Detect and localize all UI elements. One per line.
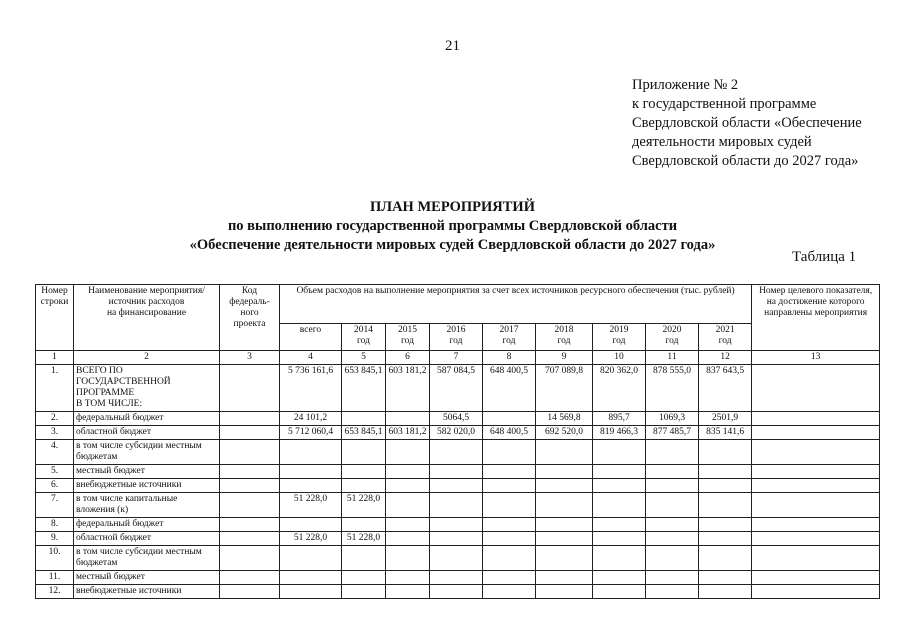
row-value-cell: [536, 493, 593, 518]
row-name-cell: [74, 585, 220, 599]
row-value-cell: [342, 440, 386, 465]
appendix-line: к государственной программе: [632, 96, 817, 112]
row-value-cell: [430, 571, 483, 585]
row-value-cell: 5064,5: [430, 412, 483, 426]
row-value-cell: [430, 465, 483, 479]
table-row: [36, 532, 880, 546]
row-name-text: местный бюджет: [76, 572, 145, 582]
row-value-cell: [593, 546, 646, 571]
column-number: 12: [699, 351, 752, 365]
row-value-cell: [646, 465, 699, 479]
row-name-subtext: В ТОМ ЧИСЛЕ:: [76, 399, 143, 409]
row-value-cell: [483, 546, 536, 571]
row-number-cell: 5.: [36, 465, 74, 479]
row-code-cell: [220, 493, 280, 518]
appendix-line: деятельности мировых судей: [632, 134, 812, 150]
header-year: 2015 год: [386, 324, 430, 351]
row-code-cell: [220, 365, 280, 412]
row-name-text: областной бюджет: [76, 427, 152, 437]
row-code-cell: [220, 426, 280, 440]
row-value-cell: 820 362,0: [593, 365, 646, 412]
row-value-cell: [699, 518, 752, 532]
row-value-cell: [646, 546, 699, 571]
table-row: [36, 465, 880, 479]
row-total-cell: 24 101,2: [280, 412, 342, 426]
title-line: «Обеспечение деятельности мировых судей Свердловской области до 2027 года»: [189, 237, 716, 253]
row-name-cell: [74, 479, 220, 493]
row-value-cell: [386, 546, 430, 571]
row-value-cell: [483, 493, 536, 518]
header-code-line: федераль-: [229, 297, 270, 307]
row-value-cell: 653 845,1: [342, 365, 386, 412]
row-value-cell: [593, 440, 646, 465]
row-number-cell: 2.: [36, 412, 74, 426]
header-code-line: ного: [240, 308, 259, 318]
row-value-cell: [699, 532, 752, 546]
row-value-cell: [593, 465, 646, 479]
header-code-line: Код: [241, 286, 258, 296]
row-value-cell: 582 020,0: [430, 426, 483, 440]
row-value-cell: [593, 532, 646, 546]
row-value-cell: [430, 440, 483, 465]
table-label: Таблица 1: [792, 249, 857, 265]
table-row: [36, 546, 880, 571]
row-value-cell: [536, 518, 593, 532]
row-value-cell: [430, 479, 483, 493]
row-value-cell: [483, 412, 536, 426]
row-name-text: местный бюджет: [76, 466, 145, 476]
row-number-cell: 10.: [36, 546, 74, 571]
row-value-cell: [536, 440, 593, 465]
row-value-cell: [699, 479, 752, 493]
row-value-cell: [646, 493, 699, 518]
column-number: 1: [36, 351, 74, 365]
row-name-text: в том числе капитальные вложения (к): [76, 494, 178, 515]
row-target-cell: [752, 546, 880, 571]
row-value-cell: 648 400,5: [483, 426, 536, 440]
column-number: 11: [646, 351, 699, 365]
header-year: 2020 год: [646, 324, 699, 351]
row-total-cell: 51 228,0: [280, 532, 342, 546]
appendix-block: [632, 76, 862, 171]
row-value-cell: [386, 412, 430, 426]
row-value-cell: [430, 493, 483, 518]
header-name-line: Наименование мероприятия/: [88, 286, 205, 296]
row-value-cell: [342, 571, 386, 585]
header-code: [220, 285, 280, 351]
header-year: 2016 год: [430, 324, 483, 351]
row-name-cell: [74, 440, 220, 465]
row-value-cell: [386, 518, 430, 532]
column-number: 10: [593, 351, 646, 365]
row-number-cell: 8.: [36, 518, 74, 532]
row-value-cell: [646, 440, 699, 465]
row-name-cell: [74, 365, 220, 412]
row-value-cell: [386, 571, 430, 585]
row-total-cell: [280, 518, 342, 532]
row-number-cell: 3.: [36, 426, 74, 440]
column-number: 3: [220, 351, 280, 365]
row-value-cell: [386, 465, 430, 479]
row-value-cell: [483, 518, 536, 532]
row-target-cell: [752, 426, 880, 440]
appendix-line: Приложение № 2: [632, 77, 739, 93]
header-year: 2014 год: [342, 324, 386, 351]
row-value-cell: [483, 465, 536, 479]
header-year: 2021 год: [699, 324, 752, 351]
row-value-cell: [342, 518, 386, 532]
row-name-cell: [74, 518, 220, 532]
row-number-cell: 12.: [36, 585, 74, 599]
row-total-cell: [280, 465, 342, 479]
table-row: [36, 479, 880, 493]
row-value-cell: 653 845,1: [342, 426, 386, 440]
row-value-cell: [430, 532, 483, 546]
row-value-cell: [483, 585, 536, 599]
row-value-cell: [699, 493, 752, 518]
row-target-cell: [752, 585, 880, 599]
row-value-cell: 51 228,0: [342, 532, 386, 546]
column-number: 6: [386, 351, 430, 365]
row-name-text: в том числе субсидии местным бюджетам: [76, 441, 202, 462]
row-value-cell: [342, 465, 386, 479]
row-value-cell: [593, 479, 646, 493]
row-code-cell: [220, 465, 280, 479]
row-code-cell: [220, 571, 280, 585]
row-name-text: ВСЕГО ПО ГОСУДАРСТВЕННОЙ ПРОГРАММЕ: [76, 366, 171, 398]
table-row: [36, 585, 880, 599]
row-value-cell: [386, 440, 430, 465]
row-value-cell: [386, 493, 430, 518]
row-value-cell: 819 466,3: [593, 426, 646, 440]
row-value-cell: 14 569,8: [536, 412, 593, 426]
row-value-cell: 878 555,0: [646, 365, 699, 412]
row-value-cell: [430, 585, 483, 599]
row-value-cell: [342, 585, 386, 599]
header-volume: Объем расходов на выполнение мероприятия за счет всех источников ресурсного обеспечения (тыс. рублей): [280, 285, 752, 324]
row-value-cell: [386, 532, 430, 546]
column-number: 5: [342, 351, 386, 365]
table-row: [36, 440, 880, 465]
row-target-cell: [752, 518, 880, 532]
row-name-cell: [74, 412, 220, 426]
row-number-cell: 11.: [36, 571, 74, 585]
row-total-cell: [280, 585, 342, 599]
row-code-cell: [220, 412, 280, 426]
row-value-cell: 837 643,5: [699, 365, 752, 412]
row-value-cell: [646, 532, 699, 546]
row-code-cell: [220, 440, 280, 465]
page-number: 21: [445, 38, 460, 54]
row-value-cell: [699, 546, 752, 571]
header-target: Номер целевого показателя, на достижение которого направлены мероприятия: [752, 285, 880, 351]
row-code-cell: [220, 585, 280, 599]
appendix-line: Свердловской области до 2027 года»: [632, 153, 859, 169]
column-number: 4: [280, 351, 342, 365]
row-value-cell: 1069,3: [646, 412, 699, 426]
row-name-cell: [74, 465, 220, 479]
row-number-cell: 1.: [36, 365, 74, 412]
row-value-cell: [646, 518, 699, 532]
row-target-cell: [752, 532, 880, 546]
row-code-cell: [220, 546, 280, 571]
row-value-cell: 648 400,5: [483, 365, 536, 412]
table-row: [36, 412, 880, 426]
row-value-cell: [386, 585, 430, 599]
row-number-cell: 6.: [36, 479, 74, 493]
header-year: 2018 год: [536, 324, 593, 351]
row-total-cell: 5 736 161,6: [280, 365, 342, 412]
table-row: [36, 518, 880, 532]
row-value-cell: 877 485,7: [646, 426, 699, 440]
row-value-cell: [483, 440, 536, 465]
row-value-cell: [646, 585, 699, 599]
row-number-cell: 4.: [36, 440, 74, 465]
row-name-text: внебюджетные источники: [76, 586, 182, 596]
row-value-cell: [430, 546, 483, 571]
row-value-cell: [646, 479, 699, 493]
row-name-text: областной бюджет: [76, 533, 152, 543]
table-row: [36, 493, 880, 518]
row-total-cell: [280, 546, 342, 571]
row-value-cell: [342, 546, 386, 571]
row-number-cell: 7.: [36, 493, 74, 518]
document-title: [0, 198, 905, 255]
appendix-line: Свердловской области «Обеспечение: [632, 115, 862, 131]
row-value-cell: [342, 479, 386, 493]
row-total-cell: [280, 440, 342, 465]
header-name: [74, 285, 220, 351]
row-name-cell: [74, 571, 220, 585]
row-value-cell: [536, 465, 593, 479]
row-value-cell: [593, 518, 646, 532]
row-value-cell: [536, 479, 593, 493]
row-value-cell: [483, 571, 536, 585]
row-value-cell: 2501,9: [699, 412, 752, 426]
row-value-cell: [430, 518, 483, 532]
row-name-cell: [74, 532, 220, 546]
row-name-cell: [74, 426, 220, 440]
header-row-number: Номер строки: [36, 285, 74, 351]
row-name-text: федеральный бюджет: [76, 413, 164, 423]
row-value-cell: 692 520,0: [536, 426, 593, 440]
row-value-cell: [593, 585, 646, 599]
header-name-line: источник расходов: [108, 297, 185, 307]
row-total-cell: 51 228,0: [280, 493, 342, 518]
table-row: [36, 426, 880, 440]
header-year: 2017 год: [483, 324, 536, 351]
column-number: 13: [752, 351, 880, 365]
row-value-cell: [483, 479, 536, 493]
row-target-cell: [752, 365, 880, 412]
row-value-cell: 835 141,6: [699, 426, 752, 440]
row-value-cell: 603 181,2: [386, 365, 430, 412]
row-value-cell: 603 181,2: [386, 426, 430, 440]
title-line: по выполнению государственной программы Свердловской области: [227, 218, 678, 234]
row-value-cell: [699, 465, 752, 479]
row-value-cell: [342, 412, 386, 426]
row-value-cell: [386, 479, 430, 493]
table-row: [36, 365, 880, 412]
column-number: 9: [536, 351, 593, 365]
title-line: ПЛАН МЕРОПРИЯТИЙ: [370, 199, 535, 215]
row-value-cell: 707 089,8: [536, 365, 593, 412]
row-value-cell: [593, 571, 646, 585]
header-name-line: на финансирование: [106, 308, 187, 318]
row-value-cell: [536, 546, 593, 571]
row-total-cell: [280, 571, 342, 585]
row-value-cell: [699, 571, 752, 585]
row-value-cell: 51 228,0: [342, 493, 386, 518]
plan-table: [35, 284, 880, 599]
row-target-cell: [752, 465, 880, 479]
column-number-row: [36, 351, 880, 365]
row-value-cell: [699, 585, 752, 599]
row-number-cell: 9.: [36, 532, 74, 546]
row-name-text: внебюджетные источники: [76, 480, 182, 490]
header-code-line: проекта: [233, 319, 266, 329]
table-header-row: [36, 285, 880, 324]
row-name-text: федеральный бюджет: [76, 519, 164, 529]
row-value-cell: [536, 532, 593, 546]
row-value-cell: [699, 440, 752, 465]
column-number: 8: [483, 351, 536, 365]
row-value-cell: [536, 585, 593, 599]
row-value-cell: [593, 493, 646, 518]
row-target-cell: [752, 493, 880, 518]
row-value-cell: 895,7: [593, 412, 646, 426]
row-total-cell: 5 712 060,4: [280, 426, 342, 440]
row-target-cell: [752, 412, 880, 426]
row-name-text: в том числе субсидии местным бюджетам: [76, 547, 202, 568]
table-row: [36, 571, 880, 585]
row-code-cell: [220, 479, 280, 493]
row-target-cell: [752, 479, 880, 493]
column-number: 2: [74, 351, 220, 365]
row-name-cell: [74, 546, 220, 571]
row-value-cell: 587 084,5: [430, 365, 483, 412]
row-value-cell: [483, 532, 536, 546]
row-value-cell: [646, 571, 699, 585]
row-code-cell: [220, 532, 280, 546]
header-total: всего: [280, 324, 342, 351]
column-number: 7: [430, 351, 483, 365]
row-total-cell: [280, 479, 342, 493]
row-target-cell: [752, 440, 880, 465]
row-value-cell: [536, 571, 593, 585]
row-name-cell: [74, 493, 220, 518]
row-code-cell: [220, 518, 280, 532]
row-target-cell: [752, 571, 880, 585]
header-year: 2019 год: [593, 324, 646, 351]
